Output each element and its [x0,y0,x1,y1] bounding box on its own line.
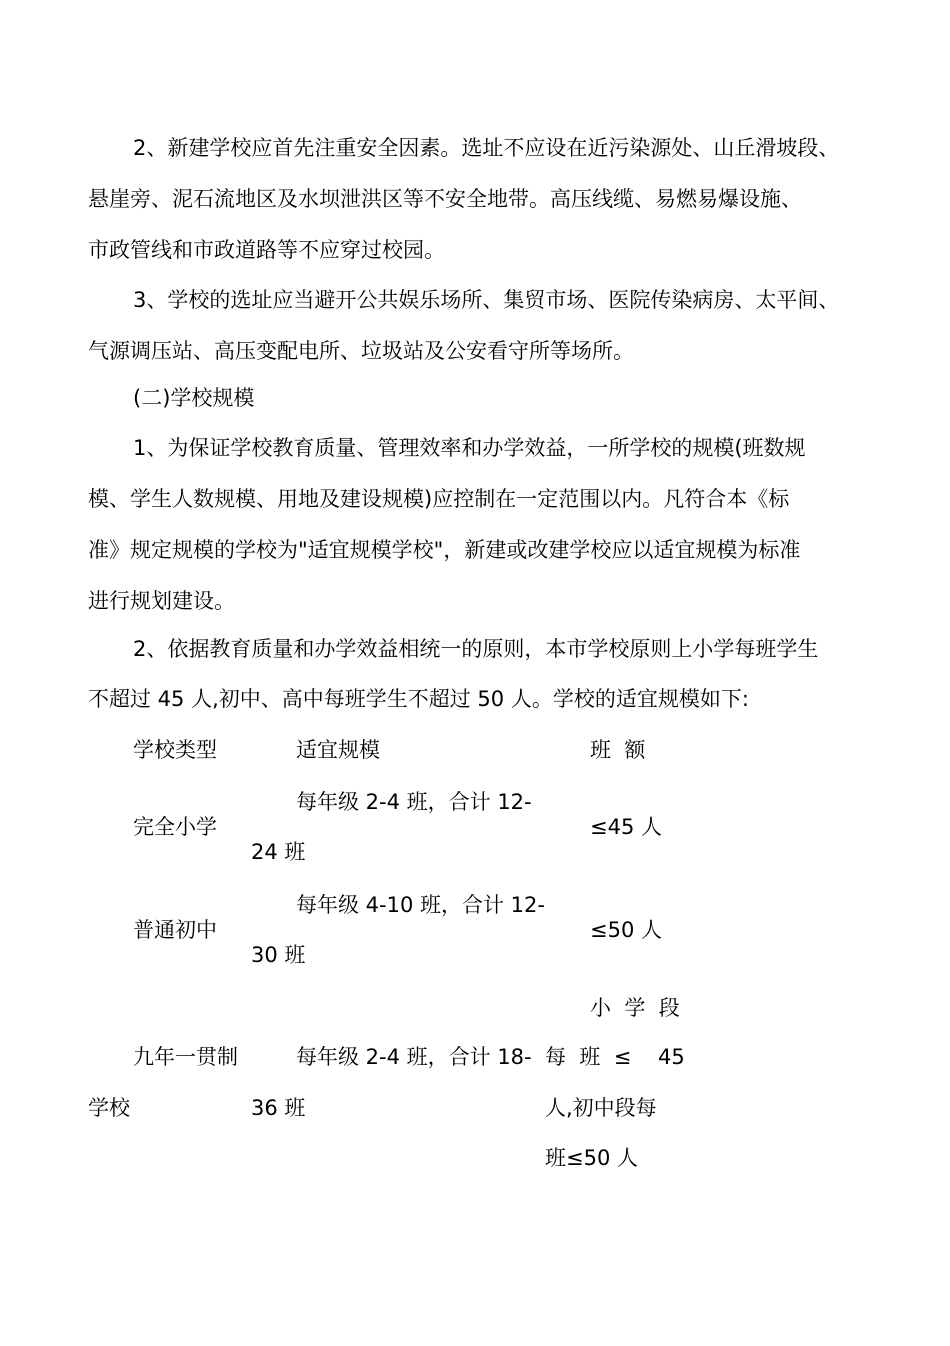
paragraph-line: 市政管线和市政道路等不应穿过校园。 [88,238,445,262]
paragraph-line: 进行规划建设。 [88,589,235,613]
table-cell-class-size: 小 学 段 [590,996,680,1020]
table-header-scale: 适宜规模 [296,738,380,762]
table-cell-scale: 每年级 4-10 班，合计 12- [296,893,545,917]
table-cell-type: 学校 [88,1096,130,1120]
paragraph-line: 气源调压站、高压变配电所、垃圾站及公安看守所等场所。 [88,339,634,363]
paragraph-line: 2、依据教育质量和办学效益相统一的原则，本市学校原则上小学每班学生 [133,637,819,661]
paragraph-line: 不超过 45 人,初中、高中每班学生不超过 50 人。学校的适宜规模如下: [88,687,749,711]
table-header-class-size: 班 额 [590,738,646,762]
table-cell-scale: 30 班 [251,943,306,967]
table-header-type: 学校类型 [133,738,217,762]
paragraph-line: 准》规定规模的学校为"适宜规模学校"，新建或改建学校应以适宜规模为标准 [88,538,801,562]
paragraph-line: 模、学生人数规模、用地及建设规模)应控制在一定范围以内。凡符合本《标 [88,487,790,511]
table-cell-class-size: 人,初中段每 [545,1096,657,1120]
section-heading: (二)学校规模 [133,386,255,410]
table-cell-type: 九年一贯制 [133,1045,238,1069]
table-cell-type: 普通初中 [133,918,217,942]
table-cell-type: 完全小学 [133,815,217,839]
table-cell-class-size: 每 班 ≤ 45 [545,1045,685,1069]
table-cell-scale: 每年级 2-4 班，合计 18- [296,1045,532,1069]
table-cell-class-size: ≤50 人 [590,918,662,942]
paragraph-line: 悬崖旁、泥石流地区及水坝泄洪区等不安全地带。高压线缆、易燃易爆设施、 [88,187,802,211]
table-cell-scale: 36 班 [251,1096,306,1120]
table-cell-class-size: 班≤50 人 [545,1146,638,1170]
paragraph-line: 2、新建学校应首先注重安全因素。选址不应设在近污染源处、山丘滑坡段、 [133,136,840,160]
paragraph-line: 1、为保证学校教育质量、管理效率和办学效益，一所学校的规模(班数规 [133,436,806,460]
table-cell-scale: 每年级 2-4 班，合计 12- [296,790,532,814]
table-cell-class-size: ≤45 人 [590,815,662,839]
paragraph-line: 3、学校的选址应当避开公共娱乐场所、集贸市场、医院传染病房、太平间、 [133,288,840,312]
table-cell-scale: 24 班 [251,840,306,864]
